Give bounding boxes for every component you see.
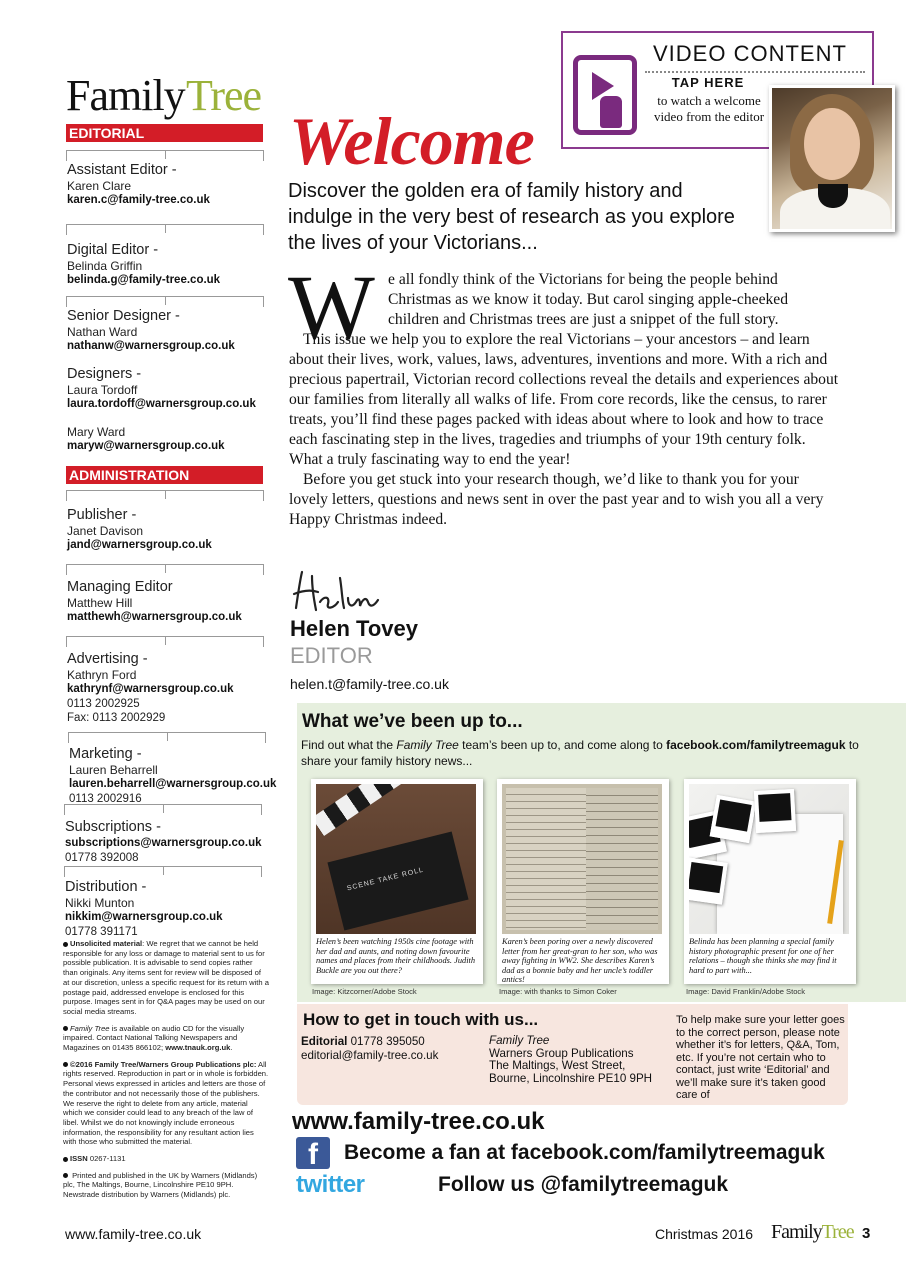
divider	[66, 564, 264, 576]
copyright-label: ©2016 Family Tree/Warners Group Publications plc:	[70, 1059, 257, 1069]
audio-link[interactable]: www.tnauk.org.uk	[165, 1043, 231, 1053]
audio-text: is available on audio CD for the visually impaired. Contact National Talking Newspapers and Magazines on 01435 866102;	[63, 1023, 245, 1053]
unsolicited-notice	[63, 939, 269, 1017]
welcome-headline: Welcome	[289, 103, 534, 179]
team-news-panel	[297, 703, 906, 1002]
legal-small-print	[63, 939, 269, 1207]
twitter-icon[interactable]: twitter	[296, 1171, 365, 1198]
issn-label: ISSN	[70, 1154, 88, 1164]
staff-email[interactable]: nikkim@warnersgroup.co.uk	[65, 911, 223, 923]
staff-name: Laura Tordoff	[67, 383, 138, 397]
editor-email[interactable]: helen.t@family-tree.co.uk	[290, 676, 449, 692]
staff-phone: 01778 392008	[65, 852, 139, 864]
staff-name: Belinda Griffin	[67, 259, 143, 273]
staff-distribution	[65, 879, 285, 939]
divider	[66, 150, 264, 162]
address-line: Warners Group Publications	[489, 1046, 634, 1060]
address-em: Family Tree	[489, 1034, 550, 1047]
news-card-belinda	[684, 779, 856, 984]
contact-panel	[297, 1004, 848, 1105]
editorial-label: Editorial	[301, 1035, 348, 1048]
staff-marketing	[69, 746, 289, 806]
administration-heading: ADMINISTRATION	[66, 466, 263, 484]
divider	[66, 224, 264, 236]
logo-tree-text: Tree	[186, 71, 262, 120]
staff-phone: 0113 2002925	[67, 698, 140, 710]
address-line: The Maltings, West Street,	[489, 1059, 626, 1072]
contact-editorial	[301, 1035, 481, 1063]
video-subtitle: to watch a welcome video from the editor	[653, 93, 765, 124]
paragraph-1: e all fondly think of the Victorians for being the people behind Christmas as we know it today. But carol singing apple-cheeked children and Christmas trees are just a snippet of the full story.	[388, 271, 789, 328]
audio-notice: Family Tree is available on audio CD for the visually impaired. Contact National Talking Newspapers and Magazines on 01435 866102; www.tnauk.org.uk.	[63, 1023, 245, 1053]
letter-page	[506, 788, 588, 930]
bullet-icon	[63, 1026, 68, 1031]
contact-heading: How to get in touch with us...	[303, 1010, 539, 1029]
divider	[68, 732, 266, 744]
card-caption: Belinda has been planning a special family history photographic present for one of her relations – though she thinks she may find it hard to part with...	[689, 937, 837, 975]
divider	[66, 490, 264, 502]
article-body	[289, 270, 839, 530]
staff-email[interactable]: laura.tordoff@warnersgroup.co.uk	[67, 398, 256, 410]
staff-name: Lauren Beharrell	[69, 763, 158, 777]
staff-digital-editor	[67, 242, 287, 288]
bullet-icon	[63, 1173, 68, 1178]
footer-url[interactable]: www.family-tree.co.uk	[65, 1226, 202, 1242]
polaroid-photo	[754, 789, 796, 833]
staff-email[interactable]: subscriptions@warnersgroup.co.uk	[65, 837, 262, 849]
staff-managing-editor	[67, 579, 287, 625]
unsolicited-text: : We regret that we cannot be held responsible for any loss or damage to material sent to us for possible publication. It is advisable to send copies rather than originals. Any items sent for review will be disposed of at our discretion, unless a specific request for its return with a postage paid, addressed envelope is enclosed for this purpose. Images sent in for Q&A pages may be used on our social media streams.	[63, 939, 269, 1016]
card-caption: Helen’s been watching 1950s cine footage with her dad and aunts, and noting down favourite names and places from their childhoods. Judith Buckle are you out there?	[316, 937, 476, 975]
news-card-karen	[497, 779, 669, 984]
polaroid-photo	[710, 795, 757, 843]
editor-photo	[769, 85, 895, 232]
video-play-touch-icon	[573, 55, 637, 135]
bullet-icon	[63, 1157, 68, 1162]
page-number: 3	[862, 1225, 871, 1242]
divider	[64, 804, 262, 816]
footer-issue: Christmas 2016	[655, 1226, 754, 1242]
staff-email[interactable]: kathrynf@warnersgroup.co.uk	[67, 683, 234, 695]
footer-logo-family: Family	[771, 1221, 822, 1243]
clapperboard-label: SCENE TAKE ROLL	[346, 866, 425, 893]
editor-name: Helen Tovey	[290, 616, 418, 641]
staff-role: Publisher -	[67, 507, 137, 523]
bullet-icon	[63, 942, 68, 947]
staff-name: Matthew Hill	[67, 596, 133, 610]
divider	[64, 866, 262, 878]
facebook-icon[interactable]: f	[296, 1137, 330, 1169]
team-news-heading: What we’ve been up to...	[302, 711, 523, 732]
hand-pointer-icon	[600, 96, 622, 128]
image-credit: Image: David Franklin/Adobe Stock	[686, 987, 806, 996]
staff-phone: 0113 2002916	[69, 793, 142, 805]
unsolicited-label: Unsolicited material	[70, 939, 143, 948]
divider	[66, 296, 264, 308]
facebook-text[interactable]: Become a fan at facebook.com/familytreemaguk	[344, 1141, 825, 1164]
editorial-heading: EDITORIAL	[66, 124, 263, 142]
contact-help-text: To help make sure your letter goes to the correct person, please note whether it’s for letters, Q&A, Tom, etc. If you’re not certain who to contact, just write ‘Editorial’ and we’ll make sure it’s taken good care of	[676, 1014, 845, 1101]
address-line: Bourne, Lincolnshire PE10 9PH	[489, 1071, 653, 1085]
image-credit: Image: Kitzcorner/Adobe Stock	[312, 987, 417, 996]
staff-assistant-editor	[67, 162, 287, 208]
letter-page	[586, 788, 658, 930]
footer-logo	[771, 1221, 854, 1244]
editor-signature	[290, 568, 400, 616]
staff-email[interactable]: belinda.g@family-tree.co.uk	[67, 274, 221, 286]
staff-designer-laura	[67, 366, 287, 412]
staff-email[interactable]: nathanw@warnersgroup.co.uk	[67, 340, 235, 352]
staff-name: Karen Clare	[67, 179, 132, 193]
staff-senior-designer	[67, 308, 287, 354]
bullet-icon	[63, 1062, 68, 1067]
staff-publisher	[67, 507, 287, 553]
intro-em: Family Tree	[396, 738, 459, 752]
staff-advertising	[67, 651, 287, 725]
logo-family-text: Family	[66, 71, 185, 120]
editor-role: EDITOR	[290, 643, 373, 668]
tap-here-label[interactable]: TAP HERE	[671, 75, 745, 90]
clapperboard-stripes	[316, 784, 432, 836]
twitter-text[interactable]: Follow us @familytreemaguk	[438, 1173, 729, 1196]
clapperboard-body	[327, 832, 468, 931]
issn-value: 0267-1131	[87, 1154, 126, 1164]
staff-email[interactable]: matthewh@warnersgroup.co.uk	[67, 611, 242, 623]
staff-fax: Fax: 0113 2002929	[67, 712, 166, 724]
staff-email[interactable]: karen.c@family-tree.co.uk	[67, 194, 210, 206]
copyright-text: All rights reserved. Reproduction in part or in whole is forbidden. Personal views expressed in articles and letters are those of the contributor and not necessarily those of the publishers. We reserve the right to delete from any article, material which we consider could lead to any breach of the law of libel. Whilst we do not knowingly include erroneous information, the responsibility for any resultant action lies with those who submitted the material.	[63, 1059, 269, 1147]
intro-text: team’s been up to, and come along to	[458, 738, 667, 752]
news-card-helen	[311, 779, 483, 984]
printed-notice	[63, 1171, 269, 1200]
paragraph-3: Before you get stuck into your research though, we’d like to thank you for your lovely letters, questions and news sent in over the past year and to wish you all a very Happy Christmas indeed.	[289, 471, 824, 528]
intro-text: to share your family history news...	[301, 738, 859, 768]
staff-subscriptions	[65, 819, 285, 865]
printed-text: Printed and published in the UK by Warners (Midlands) plc, The Maltings, Bourne, Lincolnshire PE10 9PH. Newstrade distribution by Warners (Midlands) plc.	[63, 1170, 258, 1200]
staff-name: Nathan Ward	[67, 325, 138, 339]
staff-role: Advertising -	[67, 651, 148, 667]
staff-role: Managing Editor	[67, 579, 173, 595]
photo-face	[804, 108, 860, 180]
copyright-notice	[63, 1060, 269, 1147]
card-caption: Karen’s been poring over a newly discovered letter from her great-gran to her son, who was away fighting in WW2. She describes Karen’s dad as a bonnie baby and her uncle’s toddler antics!	[502, 937, 658, 985]
staff-role: Digital Editor -	[67, 242, 159, 258]
staff-name: Mary Ward	[67, 425, 126, 439]
team-news-intro	[301, 737, 881, 769]
staff-name: Nikki Munton	[65, 896, 135, 910]
staff-designer-mary	[67, 425, 287, 454]
facebook-link[interactable]: facebook.com/familytreemaguk	[666, 738, 846, 752]
clapperboard-image	[316, 784, 476, 934]
standfirst: Discover the golden era of family history and indulge in the very best of research as you explore the lives of your Victorians...	[288, 180, 735, 254]
staff-role: Senior Designer -	[67, 308, 180, 324]
drop-cap: W	[288, 256, 375, 358]
staff-role: Assistant Editor -	[67, 162, 177, 178]
staff-name: Janet Davison	[67, 524, 144, 538]
staff-name: Kathryn Ford	[67, 668, 137, 682]
letter-image	[502, 784, 662, 934]
staff-role: Distribution -	[65, 879, 147, 895]
image-credit: Image: with thanks to Simon Coker	[499, 987, 617, 996]
divider	[66, 636, 264, 648]
staff-email[interactable]: maryw@warnersgroup.co.uk	[67, 440, 225, 452]
paragraph-2: This issue we help you to explore the real Victorians – your ancestors – and learn about their lives, work, values, laws, adventures, inventions and more. With a rich and precious papertrail, Victorian record collections reveal the details and experiences about our families from literally all walks of life. From core records, like the census, to rarer treats, you’ll find these pages packed with ideas about where to look and how to trace each fascinating step in the lives, tragedies and triumphs of your 19th century folk. What a truly fascinating way to end the year!	[289, 331, 839, 468]
editorial-email[interactable]: editorial@family-tree.co.uk	[301, 1049, 439, 1062]
family-tree-logo	[66, 70, 270, 118]
staff-role: Subscriptions -	[65, 819, 161, 835]
staff-phone: 01778 391171	[65, 926, 138, 938]
intro-text: Find out what the	[301, 738, 397, 752]
dotted-divider	[645, 71, 865, 73]
footer-logo-tree: Tree	[821, 1221, 854, 1243]
video-title: VIDEO CONTENT	[653, 41, 847, 66]
staff-role: Designers -	[67, 366, 142, 382]
staff-email[interactable]: lauren.beharrell@warnersgroup.co.uk	[69, 778, 277, 790]
polaroid-image	[689, 784, 849, 934]
polaroid-photo	[689, 857, 728, 904]
website-link[interactable]: www.family-tree.co.uk	[292, 1108, 545, 1135]
contact-address	[489, 1035, 669, 1085]
editorial-phone: 01778 395050	[347, 1035, 425, 1048]
staff-role: Marketing -	[69, 746, 142, 762]
audio-em: Family Tree	[70, 1023, 110, 1033]
staff-email[interactable]: jand@warnersgroup.co.uk	[67, 539, 212, 551]
issn-notice	[63, 1154, 269, 1164]
